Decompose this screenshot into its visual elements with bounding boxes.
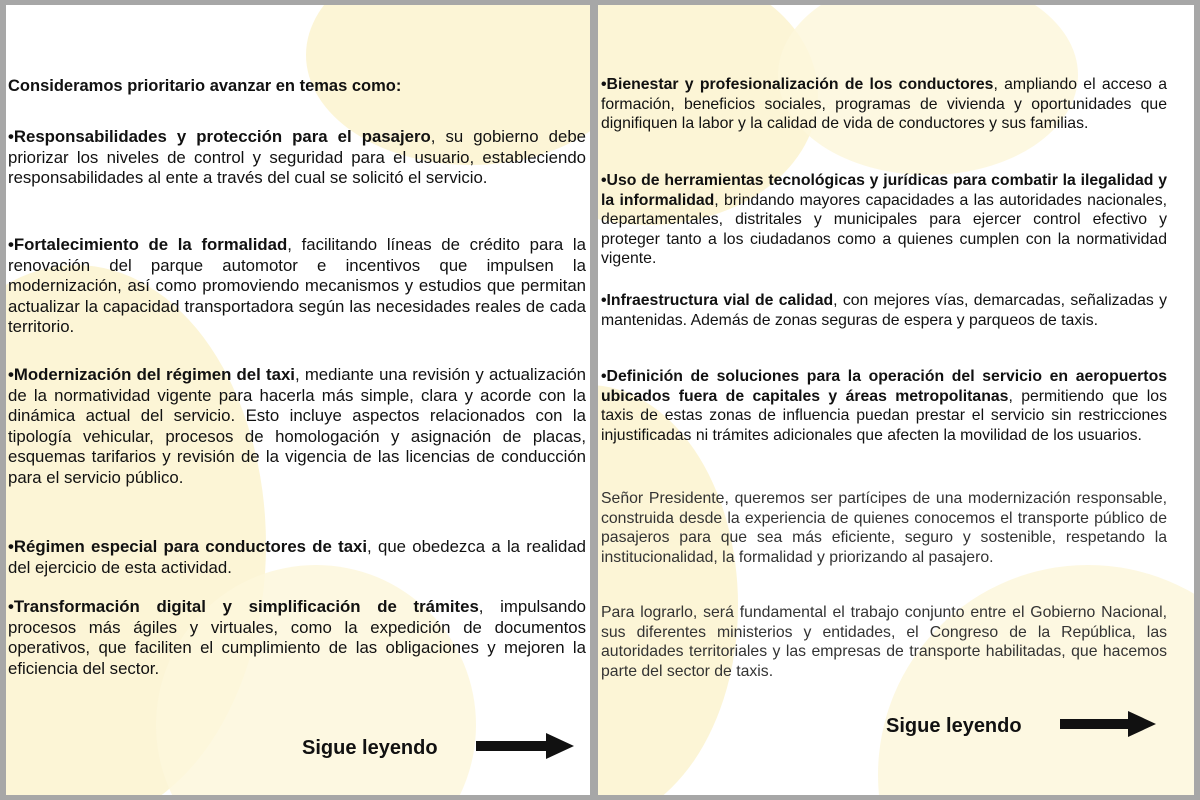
right-page — [598, 5, 1194, 795]
list-item — [8, 537, 586, 578]
continue-label: Sigue leyendo — [886, 715, 1022, 737]
closing-paragraph: Para lograrlo, será fundamental el trabajo conjunto entre el Gobierno Nacional, sus diferentes ministerios y entidades, el Congreso de la República, las autoridades territoriales y las empresas de transporte habilitadas, que hacemos parte del sector de taxis. — [601, 604, 1167, 680]
list-item-title: •Régimen especial para conductores de taxi — [8, 537, 368, 556]
list-item-title: •Fortalecimiento de la formalidad — [8, 235, 288, 254]
list-item-title: •Bienestar y profesionalización de los conductores — [601, 76, 994, 93]
list-item-text: , su gobierno debe priorizar los niveles de control y seguridad para el usuario, estableciendo responsabilidades al ente a través del cual se solicitó el servicio. — [8, 127, 586, 188]
list-item — [601, 367, 1167, 445]
continue-reading[interactable] — [886, 711, 1156, 742]
list-item-text: , que obedezca a la realidad del ejercicio de esta actividad. — [8, 537, 586, 577]
list-item — [8, 597, 586, 679]
list-item-text: , con mejores vías, demarcadas, señalizadas y mantenidas. Además de zonas seguras de espera y parqueos de taxis. — [601, 292, 1167, 329]
list-item-text: , impulsando procesos más ágiles y virtuales, como la expedición de documentos operativos, que faciliten el cumplimiento de las obligaciones y mejoren la eficiencia del sector. — [8, 597, 586, 678]
list-item-text: , facilitando líneas de crédito para la renovación del parque automotor e incentivos que impulsen la modernización, así como promoviendo mecanismos y estudios que permitan actualizar la capacidad transportadora según las necesidades reales de cada territorio. — [8, 235, 586, 337]
list-item-title: •Definición de soluciones para la operación del servicio en aeropuertos ubicados fuera de capitales y áreas metropolitanas — [601, 368, 1167, 405]
list-item — [601, 171, 1167, 269]
right-arrow-icon — [476, 733, 574, 764]
list-item-title: •Responsabilidades y protección para el pasajero — [8, 127, 431, 146]
section-heading: Consideramos prioritario avanzar en temas como: — [8, 77, 402, 95]
list-item-text: , brindando mayores capacidades a las autoridades nacionales, departamentales, distritales y municipales para ejercer control efectivo y proteger tanto a los ciudadanos como a quienes cumplen con la normatividad vigente. — [601, 191, 1167, 268]
list-item — [601, 291, 1167, 330]
left-page — [6, 5, 590, 795]
list-item-title: •Uso de herramientas tecnológicas y jurídicas para combatir la ilegalidad y la informalidad — [601, 172, 1167, 209]
list-item — [601, 75, 1167, 134]
list-item-title: •Transformación digital y simplificación de trámites — [8, 597, 479, 616]
list-item — [8, 365, 586, 489]
list-item-text: , permitiendo que los taxis de estas zonas de influencia puedan prestar el servicio sin restricciones injustificadas ni trámites adicionales que afecten la movilidad de los usuarios. — [601, 387, 1167, 444]
list-item-text: , ampliando el acceso a formación, beneficios sociales, programas de vivienda y oportunidades que dignifiquen la labor y la calidad de vida de conductores y sus familias. — [601, 76, 1168, 133]
decorative-shape — [598, 385, 738, 795]
list-item-title: •Modernización del régimen del taxi — [8, 365, 295, 384]
right-arrow-icon — [1060, 711, 1156, 742]
continue-label: Sigue leyendo — [302, 737, 438, 759]
list-item — [8, 235, 586, 338]
list-item — [8, 127, 586, 189]
closing-paragraph: Señor Presidente, queremos ser partícipes de una modernización responsable, construida desde la experiencia de quienes conocemos el transporte público de pasajeros para que sea más eficiente, seguro y sostenible, respetando la institucionalidad, la formalidad y priorizando al pasajero. — [601, 490, 1167, 566]
list-item-title: •Infraestructura vial de calidad — [601, 292, 834, 309]
continue-reading[interactable] — [302, 733, 574, 764]
list-item-text: , mediante una revisión y actualización de la normatividad vigente para hacerla más simple, clara y acorde con la dinámica actual del servicio. Esto incluye aspectos relacionados con la tipología vehicular, procesos de homologación y asignación de placas, esquemas tarifarios y revisión de la vigencia de las licencias de conducción para el servicio público. — [8, 365, 586, 487]
